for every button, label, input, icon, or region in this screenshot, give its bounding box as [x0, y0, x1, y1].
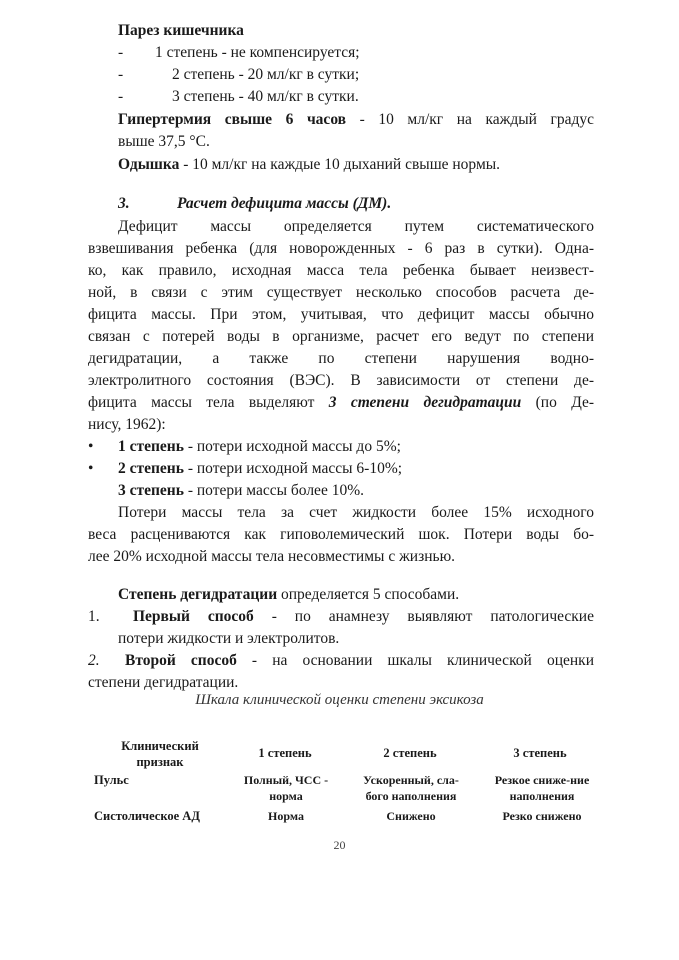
para1-line-1: Дефицит массы определяется путем систематического	[118, 218, 594, 235]
para2-line-2: веса расцениваются как гиповолемический шок. Потери воды бо-	[88, 526, 594, 543]
paresis-title: Парез кишечника	[118, 22, 244, 39]
paresis-item-3-text: 3 степень - 40 мл/кг в сутки.	[172, 88, 359, 105]
table-caption: Шкала клинической оценки степени эксикоза	[195, 692, 484, 708]
table-row-1-d3: Резкое сниже-ние наполнения	[494, 773, 590, 803]
table-header-degree-1: 1 степень	[258, 746, 312, 760]
hyperthermia-title: Гипертермия свыше 6 часов	[118, 111, 347, 128]
method-2-number: 2.	[88, 652, 100, 669]
para1-line-5: фицита массы. При этом, учитывая, что дефицит массы обычно	[88, 306, 594, 323]
degree-2: 2 степень - потери исходной массы 6-10%;	[118, 460, 403, 477]
table-header-degree-2: 2 степень	[383, 746, 437, 760]
table-row-1-d2: Ускоренный, сла-бого наполнения	[363, 773, 459, 803]
para1-line-4: ной, в связи с этим существует несколько способов расчета де-	[88, 284, 594, 301]
para1-line-2: взвешивания ребенка (для новорожденных - 6 раз в сутки). Одна-	[88, 240, 594, 257]
section-3-title: Расчет дефицита массы (ДМ).	[177, 195, 392, 212]
dyspnea-line: Одышка - 10 мл/кг на каждые 10 дыханий свыше нормы.	[118, 156, 501, 173]
hyperthermia-line-1: Гипертермия свыше 6 часов - 10 мл/кг на каждый градус	[118, 111, 595, 128]
page-number: 20	[333, 838, 346, 852]
table-row-1-sign: Пульс	[94, 773, 129, 787]
degree-1-bullet: •	[88, 438, 94, 455]
paresis-item-2-text: 2 степень - 20 мл/кг в сутки;	[172, 66, 360, 83]
table-header-degree-3: 3 степень	[513, 746, 567, 760]
para1-line-6: связан с потерей воды в организме, расчет его ведут по степени	[88, 328, 594, 345]
paresis-item-1-text: 1 степень - не компенсируется;	[155, 44, 360, 61]
table-row-2-d2: Снижено	[386, 809, 436, 823]
methods-intro: Степень дегидратации определяется 5 способами.	[118, 586, 460, 603]
paresis-item-2: -	[118, 66, 124, 83]
table-row-1-d1: Полный, ЧСС - норма	[243, 773, 329, 803]
method-1-line-1: Первый способ - по анамнезу выявляют патологические	[133, 608, 594, 625]
hyperthermia-line-2: выше 37,5 °C.	[118, 133, 210, 150]
table-header-sign: Клинический признак	[121, 739, 199, 769]
paresis-item-3: -	[118, 88, 124, 105]
para2-line-1: Потери массы тела за счет жидкости более 15% исходного	[118, 504, 594, 521]
method-1-line-2: потери жидкости и электролитов.	[118, 630, 340, 647]
para1-line-10: нису, 1962):	[88, 416, 166, 433]
para1-line-3: ко, как правило, исходная масса тела ребенка бывает неизвест-	[88, 262, 594, 279]
degree-2-bullet: •	[88, 460, 94, 477]
dyspnea-title: Одышка	[118, 156, 180, 173]
section-3-number: 3.	[118, 195, 130, 212]
para1-line-8: электролитного состояния (ВЭС). В зависимости от степени де-	[88, 372, 594, 389]
table-row-2-d3: Резко снижено	[502, 809, 582, 823]
table-row-2-d1: Норма	[268, 809, 304, 823]
degree-3: 3 степень - потери массы более 10%.	[118, 482, 364, 499]
method-2-line-1: Второй способ - на основании шкалы клинической оценки	[125, 652, 594, 669]
paresis-item-1: -	[118, 44, 124, 61]
para1-line-7: дегидратации, а также по степени нарушения водно-	[88, 350, 594, 367]
method-2-line-2: степени дегидратации.	[88, 674, 239, 691]
para2-line-3: лее 20% исходной массы тела несовместимы с жизнью.	[88, 548, 456, 565]
method-1-number: 1.	[88, 608, 100, 625]
degree-1: 1 степень - потери исходной массы до 5%;	[118, 438, 401, 455]
para1-line-9: фицита массы тела выделяют 3 степени дегидратации (по Де-	[88, 394, 594, 411]
table-row-2-sign: Систолическое АД	[94, 809, 200, 823]
